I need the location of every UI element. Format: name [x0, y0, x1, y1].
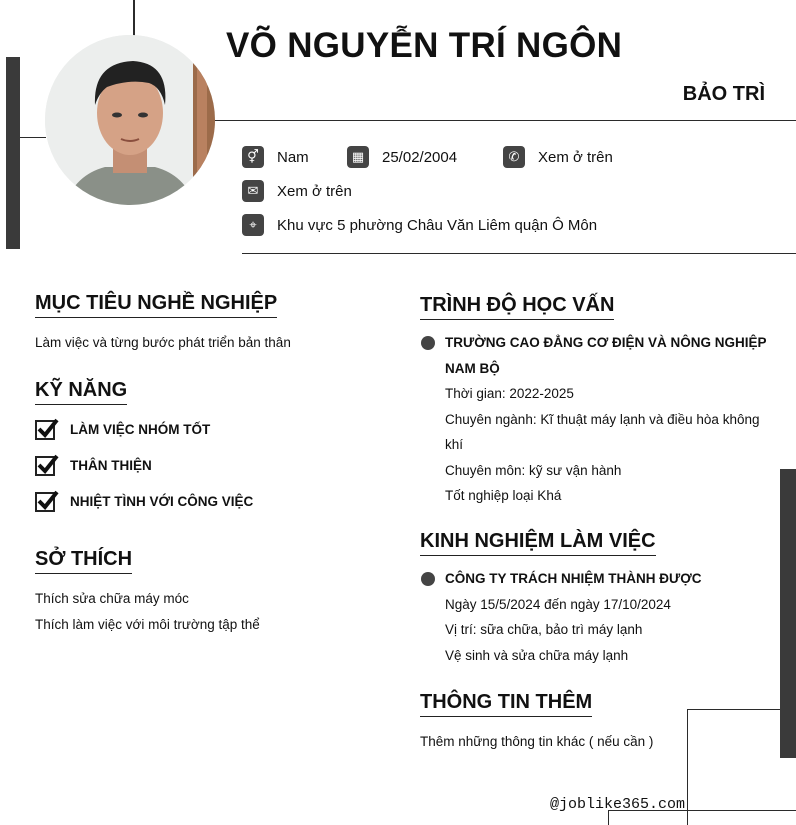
education-major-line1: Chuyên ngành: Kĩ thuật máy lạnh và điều hòa không: [445, 411, 760, 427]
contact-address: [242, 214, 597, 236]
profile-photo: [45, 35, 215, 205]
job-position: BẢO TRÌ: [682, 83, 765, 105]
experience-period: Ngày 15/5/2024 đến ngày 17/10/2024: [445, 596, 671, 612]
calendar-icon: ▦: [347, 146, 369, 168]
experience-heading: KINH NGHIỆM LÀM VIỆC: [420, 530, 656, 556]
contact-gender: [242, 146, 309, 168]
experience-entry: [445, 566, 701, 668]
left-accent-bar: [6, 57, 20, 249]
education-specialty: Chuyên môn: kỹ sư vận hành: [445, 462, 622, 478]
contact-rule: [242, 253, 796, 254]
header-rule: [214, 120, 796, 121]
phone-icon: ✆: [503, 146, 525, 168]
top-vertical-line: [133, 0, 135, 36]
extra-info-text: Thêm những thông tin khác ( nếu cần ): [420, 734, 654, 749]
right-accent-bar: [780, 469, 796, 758]
contact-birthdate: [347, 146, 457, 168]
checkbox-checked-icon: [35, 490, 59, 512]
corner-frame-horizontal: [687, 709, 780, 710]
checkbox-checked-icon: [35, 454, 59, 476]
education-entry: [445, 330, 767, 509]
skill-item: [35, 490, 253, 512]
email-value: Xem ở trên: [277, 182, 352, 200]
skill-label: LÀM VIỆC NHÓM TỐT: [70, 421, 211, 437]
skill-label: THÂN THIỆN: [70, 457, 152, 473]
skill-item: [35, 418, 210, 440]
location-icon: ⌖: [242, 214, 264, 236]
corner-frame-vertical: [687, 709, 688, 825]
gender-icon: ⚥: [242, 146, 264, 168]
bullet-dot: [421, 572, 435, 586]
skill-label: NHIỆT TÌNH VỚI CÔNG VIỆC: [70, 493, 254, 509]
address-value: Khu vực 5 phường Châu Văn Liêm quận Ô Môn: [277, 216, 598, 234]
education-major-line2: khí: [445, 437, 464, 452]
objective-heading: MỤC TIÊU NGHỀ NGHIỆP: [35, 292, 277, 318]
contact-email: [242, 180, 352, 202]
candidate-name: VÕ NGUYỄN TRÍ NGÔN: [226, 26, 623, 65]
school-name-line2: NAM BỘ: [445, 360, 500, 376]
checkbox-checked-icon: [35, 418, 59, 440]
mail-icon: ✉: [242, 180, 264, 202]
contact-phone: [503, 146, 613, 168]
extra-info-heading: THÔNG TIN THÊM: [420, 691, 592, 717]
watermark: @joblike365.com: [550, 796, 686, 813]
hobby-item: Thích làm việc với môi trường tập thể: [35, 617, 260, 632]
skills-heading: KỸ NĂNG: [35, 379, 127, 405]
school-name-line1: TRƯỜNG CAO ĐẲNG CƠ ĐIỆN VÀ NÔNG NGHIỆP: [445, 335, 767, 350]
birthdate-value: 25/02/2004: [382, 148, 458, 166]
phone-value: Xem ở trên: [538, 148, 613, 166]
gender-value: Nam: [277, 148, 309, 166]
education-grade: Tốt nghiệp loại Khá: [445, 488, 562, 503]
left-connector-line: [20, 137, 46, 138]
experience-role: Vị trí: sữa chữa, bảo trì máy lạnh: [445, 622, 643, 637]
objective-text: Làm việc và từng bước phát triển bản thân: [35, 335, 291, 350]
education-heading: TRÌNH ĐỘ HỌC VẤN: [420, 294, 614, 320]
hobby-item: Thích sửa chữa máy móc: [35, 591, 189, 606]
bullet-dot: [421, 336, 435, 350]
skill-item: [35, 454, 152, 476]
hobbies-heading: SỞ THÍCH: [35, 548, 132, 574]
experience-duty: Vệ sinh và sửa chữa máy lạnh: [445, 647, 629, 663]
education-time: Thời gian: 2022-2025: [445, 386, 574, 401]
company-name: CÔNG TY TRÁCH NHIỆM THÀNH ĐƯỢC: [445, 571, 702, 586]
